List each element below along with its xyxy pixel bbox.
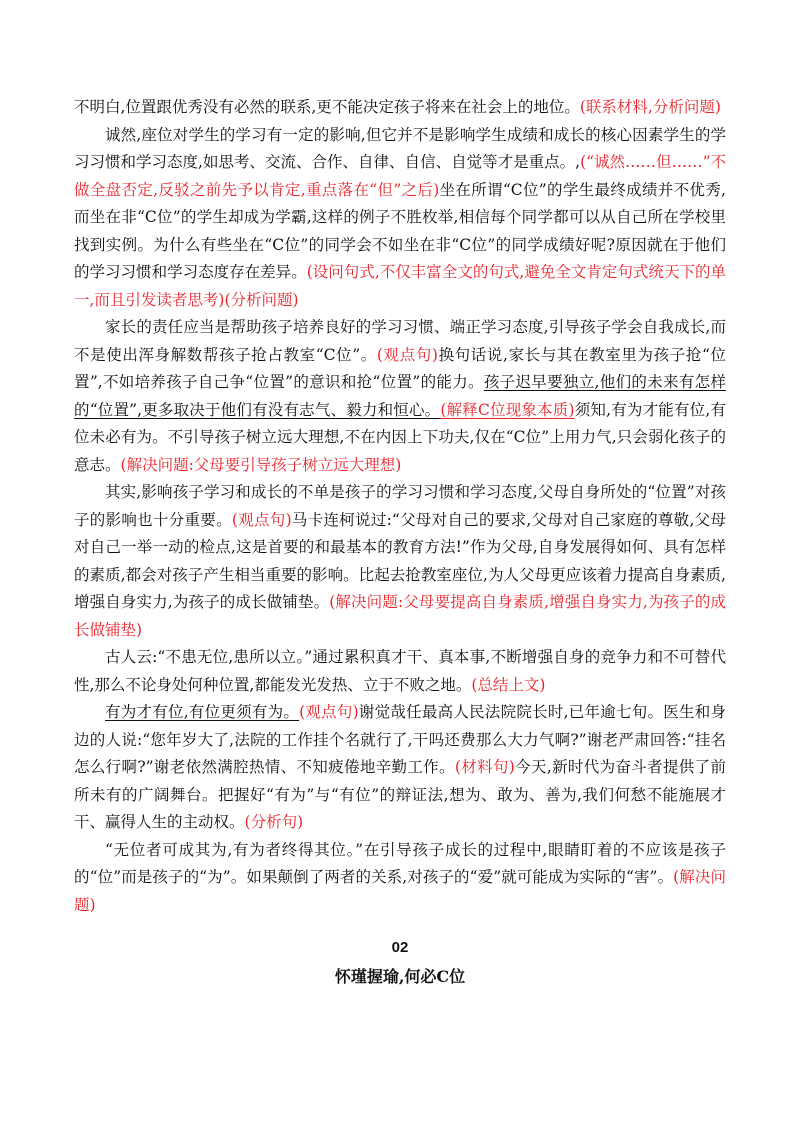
annotation-text: (分析问题)	[224, 290, 299, 309]
annotation-text: (解释C位现象本质)	[440, 400, 575, 419]
body-text: 谢觉哉任最高人民法院院长时,已年逾七旬。医生和身边的人说:“您年岁大了,法院的工作挂个名就行了,干吗还费那么大力气啊?”谢老严肃回答:“挂名怎么行啊?”谢老依然满腔热情、不知疲倦地辛勤工作。	[74, 703, 726, 776]
paragraph	[74, 122, 726, 315]
section-number: 02	[391, 939, 409, 956]
paragraph	[74, 837, 726, 920]
document-page	[74, 94, 726, 991]
body-text: 今天,新时代为奋斗者提供了前所未有的广阔舞台。把握好“有为”与“有位”的辩证法,想为、敢为、善为,我们何愁不能施展才干、赢得人生的主动权。	[74, 758, 726, 831]
annotation-text: (材料句)	[454, 758, 515, 776]
paragraph	[74, 699, 726, 837]
body-text: 马卡连柯说过:“父母对自己的要求,父母对自己家庭的尊敬,父母对自己一举一动的检点,这是首要的和最基本的教育方法!”作为父母,自身发展得如何、具有怎样的素质,都会对孩子产生相当重要的影响。比起去抢教室座位,为人父母更应该着力提高自身素质,增强自身实力,为孩子的成长做铺垫。	[74, 510, 726, 611]
annotation-text: (联系材料,分析问题)	[579, 98, 721, 116]
underlined-text: 有为才有位,有位更须有为。	[105, 703, 300, 721]
underlined-text: 孩子迟早要独立,他们的未来有怎样的“位置”,更多取决于他们有没有志气、毅力和恒心。	[74, 373, 726, 419]
annotation-text: (解决问题)	[74, 868, 726, 914]
body-text: 诚然,座位对学生的学习有一定的影响,但它并不是影响学生成绩和成长的核心因素学生的学习习惯和学习态度,如思考、交流、合作、自律、自信、自觉等才是重点。,	[74, 125, 726, 171]
annotation-text: (总结上文)	[471, 675, 546, 694]
body-text: “无位者可成其为,有为者终得其位。”在引导孩子成长的过程中,眼睛盯着的不应该是孩子的“位”而是孩子的“为”。如果颠倒了两者的关系,对孩子的“爱”就可能成为实际的“害”。	[74, 840, 726, 886]
annotation-text: (设问句式,不仅丰富全文的句式,避免全文肯定句式统天下的单一,而且引发读者思考)	[74, 263, 726, 309]
paragraph	[74, 314, 726, 479]
body-text: 其实,影响孩子学习和成长的不单是孩子的学习习惯和学习态度,父母自身所处的“位置”对孩子的影响也十分重要。	[74, 483, 726, 529]
body-text: 家长的责任应当是帮助孩子培养良好的学习习惯、端正学习态度,引导孩子学会自我成长,而不是使出浑身解数帮孩子抢占教室“C位”。	[74, 318, 726, 364]
section-title: 怀瑾握瑜,何必C位	[334, 967, 466, 986]
paragraph	[74, 479, 726, 644]
body-text: 不明白,位置跟优秀没有必然的联系,更不能决定孩子将来在社会上的地位。	[74, 98, 580, 116]
annotation-text: (解决问题:父母要引导孩子树立远大理想)	[120, 455, 402, 474]
body-text: 换句话说,家长与其在教室里为孩子抢“位置”,不如培养孩子自己争“位置”的意识和抢“位置”的能力。	[74, 345, 726, 391]
body-text: 须知,有为才能有位,有位未必有为。不引导孩子树立远大理想,不在内因上下功夫,仅在“C位”上用力气,只会弱化孩子的意志。	[74, 400, 726, 474]
annotation-text: (“诚然……但……”不做全盘否定,反驳之前先予以肯定,重点落在“但”之后)	[74, 153, 726, 199]
article-body	[74, 94, 726, 919]
annotation-text: (观点句)	[231, 510, 292, 529]
paragraph	[74, 644, 726, 699]
annotation-text: (观点句)	[376, 345, 438, 364]
body-text: 坐在所谓“C位”的学生最终成绩并不优秀,而坐在非“C位”的学生却成为学霸,这样的例子不胜枚举,相信每个同学都可以从自己所在学校里找到实例。为什么有些坐在“C位”的同学会不如坐在非“C位”的同学成绩好呢?原因就在于他们的学习习惯和学习态度存在差异。	[74, 180, 726, 281]
body-text: 古人云:“不患无位,患所以立。”通过累积真才干、真本事,不断增强自身的竞争力和不可替代性,那么不论身处何种位置,都能发光发热、立于不败之地。	[74, 648, 726, 694]
annotation-text: (观点句)	[299, 703, 359, 721]
annotation-text: (解决问题:父母要提高自身素质,增强自身实力,为孩子的成长做铺垫)	[74, 593, 726, 639]
paragraph	[74, 94, 726, 122]
annotation-text: (分析句)	[244, 813, 304, 831]
